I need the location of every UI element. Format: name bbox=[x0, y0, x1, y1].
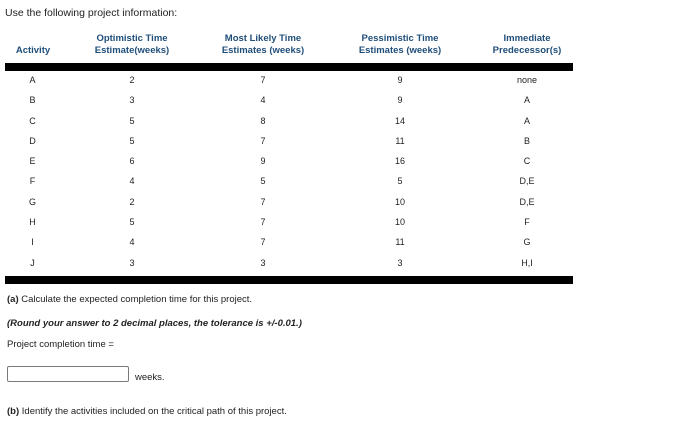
optimistic-cell: 3 bbox=[129, 95, 135, 106]
most-likely-cell: 8 bbox=[260, 115, 266, 126]
activity-cell: G bbox=[28, 196, 36, 207]
part-a-question bbox=[7, 294, 252, 305]
optimistic-cell: 2 bbox=[129, 196, 135, 207]
table-row bbox=[0, 72, 580, 92]
predecessor-cell: D,E bbox=[519, 196, 535, 207]
table-row bbox=[0, 92, 580, 112]
optimistic-cell: 5 bbox=[129, 115, 135, 126]
predecessor-cell: D,E bbox=[519, 176, 535, 187]
table-row bbox=[0, 173, 580, 193]
pessimistic-cell: 9 bbox=[397, 75, 403, 85]
part-b-question bbox=[7, 406, 287, 417]
optimistic-cell: 5 bbox=[129, 135, 135, 146]
table-row bbox=[0, 113, 580, 133]
pessimistic-cell: 10 bbox=[394, 217, 405, 228]
table-bottom-rule bbox=[5, 276, 573, 284]
header-activity: Activity bbox=[15, 45, 51, 56]
header-most-likely: Most Likely Time Estimates (weeks) bbox=[221, 33, 305, 56]
activity-cell: D bbox=[29, 135, 36, 146]
header-optimistic: Optimistic Time Estimate(weeks) bbox=[94, 33, 170, 56]
most-likely-cell: 5 bbox=[260, 176, 266, 187]
part-b-text: Identify the activities included on the critical path of this project. bbox=[21, 406, 287, 417]
part-a-text: Calculate the expected completion time for this project. bbox=[21, 294, 253, 305]
table-header bbox=[0, 33, 580, 63]
pessimistic-cell: 11 bbox=[395, 135, 405, 146]
table-row bbox=[0, 153, 580, 173]
activity-cell: H bbox=[29, 217, 36, 228]
predecessor-cell: H,I bbox=[521, 257, 533, 268]
units-label: weeks. bbox=[135, 372, 165, 383]
most-likely-cell: 4 bbox=[260, 95, 266, 106]
activity-cell: I bbox=[31, 237, 34, 248]
pessimistic-cell: 10 bbox=[394, 196, 405, 207]
table-row bbox=[0, 255, 580, 275]
activity-cell: A bbox=[29, 75, 36, 85]
optimistic-cell: 6 bbox=[129, 156, 135, 167]
answer-label: Project completion time = bbox=[7, 339, 114, 350]
intro-text: Use the following project information: bbox=[5, 7, 178, 19]
predecessor-cell: G bbox=[523, 237, 531, 248]
table-row bbox=[0, 133, 580, 153]
optimistic-cell: 4 bbox=[129, 176, 135, 187]
optimistic-cell: 3 bbox=[129, 257, 135, 268]
optimistic-cell: 4 bbox=[129, 237, 135, 248]
activity-cell: F bbox=[29, 176, 36, 187]
part-b-label: (b) bbox=[7, 406, 20, 417]
most-likely-cell: 7 bbox=[260, 196, 266, 207]
completion-time-input[interactable] bbox=[7, 366, 129, 382]
predecessor-cell: C bbox=[523, 156, 531, 167]
table-top-rule bbox=[5, 63, 573, 71]
pessimistic-cell: 16 bbox=[394, 156, 405, 167]
activity-cell: B bbox=[29, 95, 36, 106]
predecessor-cell: none bbox=[516, 75, 538, 85]
optimistic-cell: 2 bbox=[129, 75, 135, 85]
predecessor-cell: B bbox=[523, 135, 530, 146]
most-likely-cell: 7 bbox=[260, 135, 266, 146]
predecessor-cell: A bbox=[523, 95, 530, 106]
most-likely-cell: 7 bbox=[260, 237, 266, 248]
pessimistic-cell: 11 bbox=[395, 237, 405, 248]
part-a-label: (a) bbox=[7, 294, 19, 305]
most-likely-cell: 7 bbox=[260, 217, 266, 228]
activity-table bbox=[0, 72, 580, 275]
activity-cell: C bbox=[29, 115, 36, 126]
table-row bbox=[0, 214, 580, 234]
table-row bbox=[0, 234, 580, 254]
table-row bbox=[0, 194, 580, 214]
optimistic-cell: 5 bbox=[129, 217, 135, 228]
header-predecessors: Immediate Predecessor(s) bbox=[492, 33, 562, 56]
rounding-instruction: (Round your answer to 2 decimal places, the tolerance is +/-0.01.) bbox=[7, 318, 302, 329]
activity-cell: E bbox=[29, 156, 36, 167]
most-likely-cell: 7 bbox=[260, 75, 266, 85]
activity-cell: J bbox=[30, 257, 35, 268]
predecessor-cell: A bbox=[523, 115, 530, 126]
pessimistic-cell: 9 bbox=[397, 95, 403, 106]
most-likely-cell: 3 bbox=[260, 257, 266, 268]
predecessor-cell: F bbox=[524, 217, 530, 228]
pessimistic-cell: 14 bbox=[394, 115, 405, 126]
pessimistic-cell: 5 bbox=[397, 176, 403, 187]
most-likely-cell: 9 bbox=[260, 156, 266, 167]
pessimistic-cell: 3 bbox=[397, 257, 403, 268]
header-pessimistic: Pessimistic Time Estimates (weeks) bbox=[358, 33, 442, 56]
